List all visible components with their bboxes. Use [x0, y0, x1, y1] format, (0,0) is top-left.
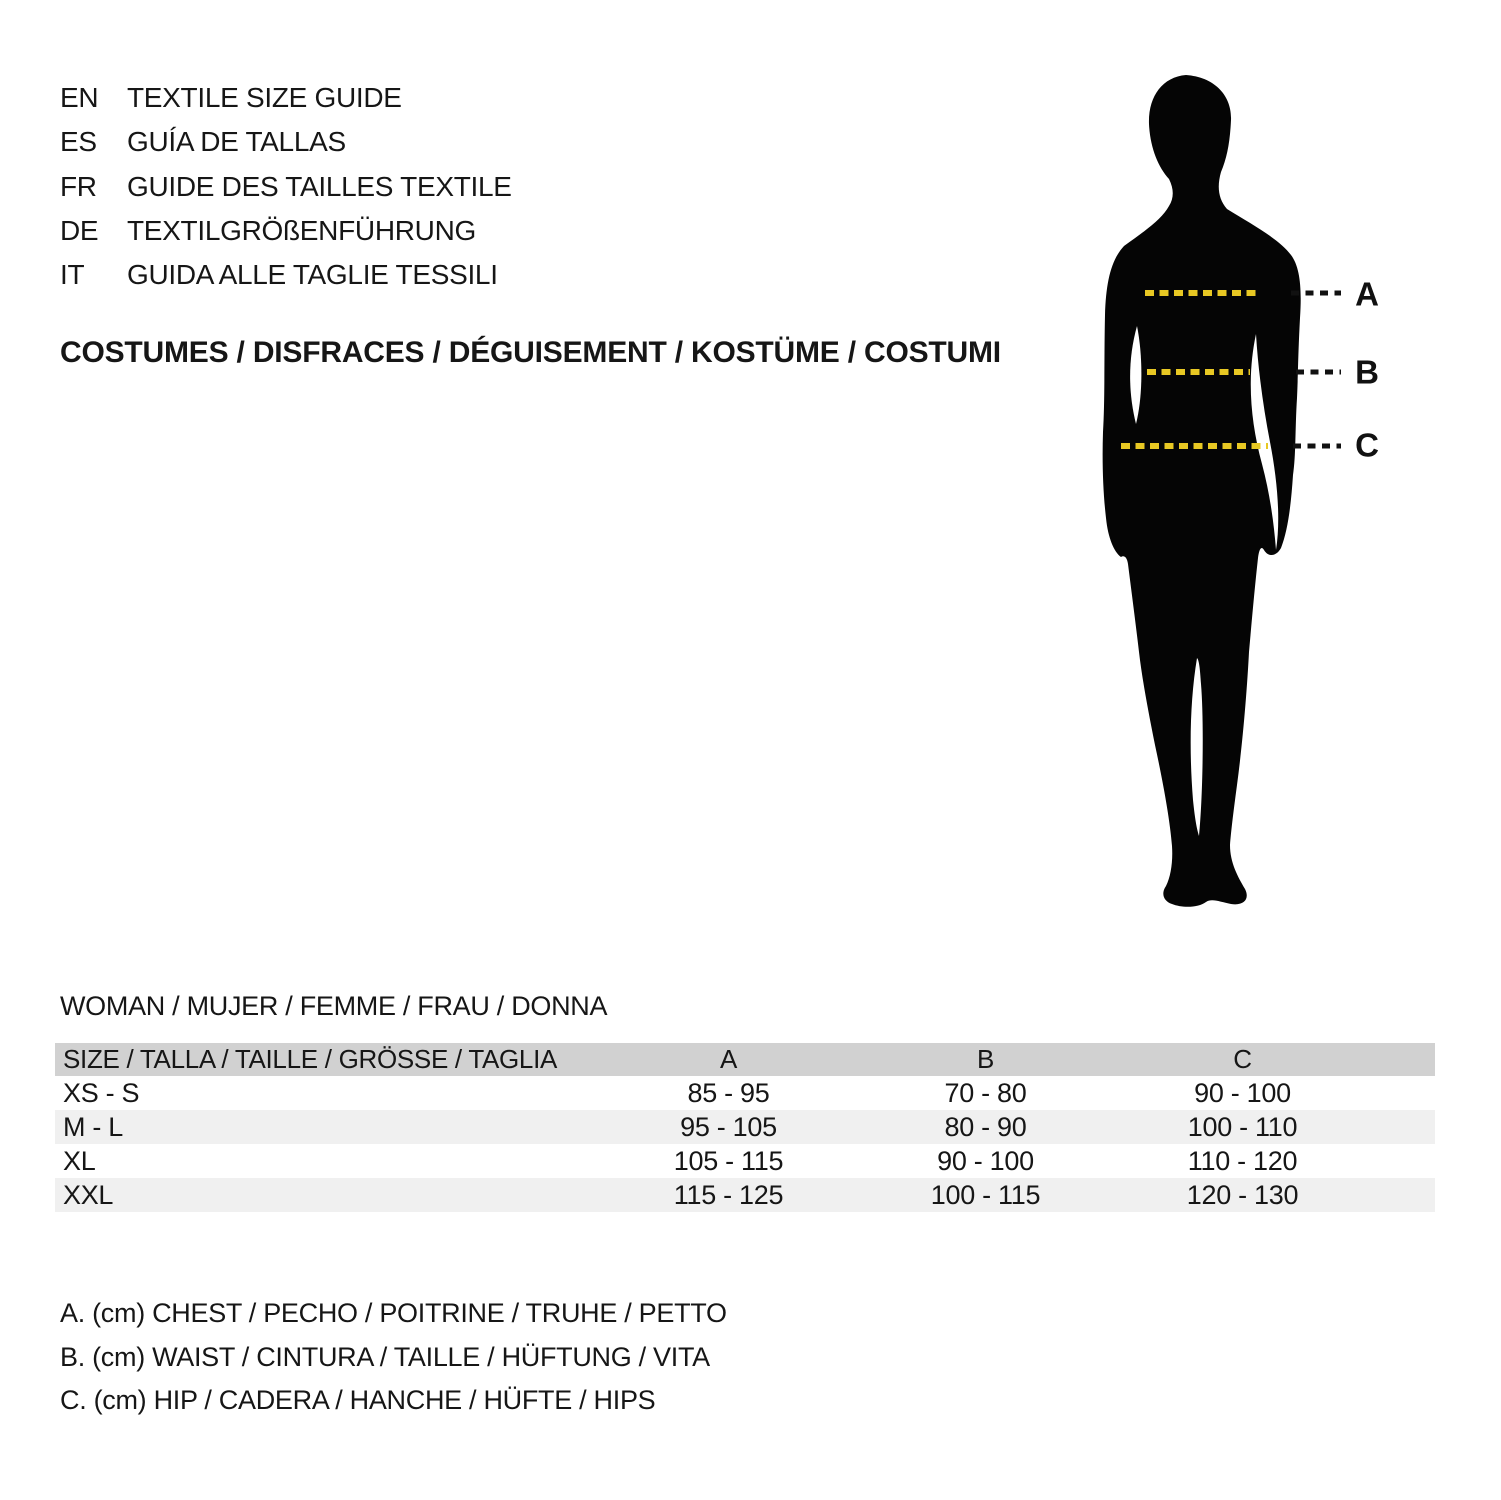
- category-heading: COSTUMES / DISFRACES / DÉGUISEMENT / KOSTÜME / COSTUMI: [60, 336, 1001, 369]
- chest-cell: 95 - 105: [680, 1111, 777, 1142]
- column-header-c: C: [1233, 1044, 1252, 1074]
- language-row-it: [60, 253, 512, 297]
- waist-cell: 100 - 115: [930, 1179, 1041, 1210]
- language-title-list: [60, 76, 512, 297]
- language-code: IT: [60, 259, 85, 291]
- column-header-b: B: [976, 1044, 995, 1074]
- chest-cell: 115 - 125: [673, 1179, 784, 1210]
- marker-label-b: B: [1355, 353, 1379, 391]
- hip-cell: 110 - 120: [1187, 1145, 1298, 1176]
- language-row-de: [60, 209, 512, 253]
- language-title: GUIDA ALLE TAGLIE TESSILI: [127, 259, 498, 291]
- size-table: [55, 1043, 1435, 1212]
- spacer-cell: [1371, 1178, 1435, 1212]
- column-header-spacer: [1371, 1043, 1435, 1076]
- woman-silhouette-diagram: [1060, 60, 1460, 920]
- table-row: [55, 1110, 1435, 1144]
- column-header-a: A: [719, 1044, 738, 1074]
- language-title: TEXTILE SIZE GUIDE: [127, 82, 402, 113]
- language-code: EN: [60, 82, 99, 113]
- spacer-cell: [1371, 1144, 1435, 1178]
- language-row-en: [60, 76, 512, 120]
- size-column-header: SIZE / TALLA / TAILLE / GRÖSSE / TAGLIA: [63, 1044, 558, 1074]
- hip-cell: 100 - 110: [1187, 1111, 1298, 1142]
- table-row: [55, 1144, 1435, 1178]
- measurement-figure: [1060, 60, 1460, 920]
- language-code: DE: [60, 214, 99, 246]
- spacer-cell: [1371, 1076, 1435, 1110]
- size-cell: XS - S: [63, 1077, 140, 1108]
- marker-label-c: C: [1355, 426, 1379, 464]
- language-code: FR: [60, 170, 97, 202]
- waist-cell: 70 - 80: [944, 1077, 1027, 1108]
- chest-cell: 85 - 95: [687, 1077, 770, 1108]
- size-cell: M - L: [63, 1111, 124, 1142]
- hip-cell: 120 - 130: [1186, 1179, 1299, 1210]
- waist-cell: 80 - 90: [944, 1111, 1027, 1142]
- language-code: ES: [60, 126, 97, 158]
- legend-waist: B. (cm) WAIST / CINTURA / TAILLE / HÜFTUNG / VITA: [60, 1341, 710, 1372]
- size-cell: XXL: [63, 1179, 114, 1210]
- spacer-cell: [1371, 1110, 1435, 1144]
- marker-label-a: A: [1355, 275, 1379, 313]
- table-row: [55, 1076, 1435, 1110]
- measurement-legend: [60, 1292, 727, 1423]
- language-title: GUIDE DES TAILLES TEXTILE: [127, 170, 512, 202]
- table-group-heading: WOMAN / MUJER / FEMME / FRAU / DONNA: [60, 991, 608, 1021]
- chest-cell: 105 - 115: [673, 1145, 784, 1176]
- hip-cell: 90 - 100: [1194, 1077, 1291, 1108]
- language-row-es: [60, 120, 512, 164]
- legend-hip: C. (cm) HIP / CADERA / HANCHE / HÜFTE / HIPS: [60, 1385, 656, 1415]
- legend-chest: A. (cm) CHEST / PECHO / POITRINE / TRUHE / PETTO: [60, 1298, 727, 1328]
- language-row-fr: [60, 165, 512, 209]
- size-table-header-row: [55, 1043, 1435, 1076]
- language-title: GUÍA DE TALLAS: [127, 126, 346, 158]
- language-title: TEXTILGRÖßENFÜHRUNG: [127, 214, 476, 246]
- table-row: [55, 1178, 1435, 1212]
- size-cell: XL: [63, 1145, 96, 1176]
- waist-cell: 90 - 100: [937, 1145, 1034, 1176]
